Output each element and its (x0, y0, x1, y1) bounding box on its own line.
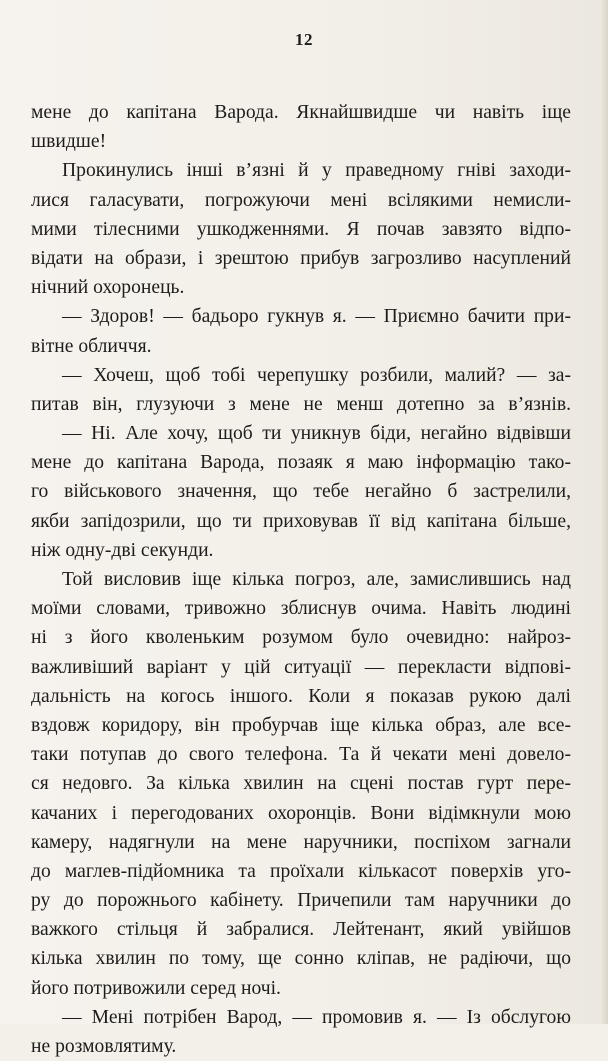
text-line: таки потупав до свого телефона. Та й чекати мені довело- (31, 744, 571, 766)
text-line: вздовж коридору, він пробурчав іще кілька образ, але все- (31, 714, 571, 736)
text-line: — Ні. Але хочу, щоб ти уникнув біди, негайно відвівши (62, 423, 571, 445)
text-line: нічний охоронець. (31, 277, 185, 299)
text-line: важливіший варіант у цій ситуації — перекласти відпові- (31, 656, 571, 678)
text-line: камеру, надягнули на мене наручники, поспіхом загнали (31, 831, 571, 853)
text-line: ніж одну-дві секунди. (31, 539, 214, 561)
text-line: вітне обличчя. (31, 335, 152, 357)
text-line: його потривожили серед ночі. (31, 977, 281, 999)
text-line: ні з його кволеньким розумом було очевидно: найроз- (31, 627, 571, 649)
text-line: якби запідозрили, що ти приховував її від капітана більше, (31, 510, 571, 532)
body-text (31, 98, 571, 1061)
text-line: питав він, глузуючи з мене не менш дотепно за в’язнів. (31, 393, 571, 415)
text-line: мими тілесними ушкодженнями. Я почав завзято відпо- (31, 218, 571, 240)
page-edge (602, 0, 608, 1024)
text-line: качаних і перегодованих охоронців. Вони відімкнули мою (31, 802, 571, 824)
text-line: відати на образи, і зрештою прибув загрозливо насуплений (31, 247, 571, 269)
text-line: швидше! (31, 131, 107, 153)
text-line: моїми словами, тривожно зблиснув очима. Навіть людині (31, 598, 571, 620)
text-line: мене до капітана Варода, позаяк я маю інформацію тако- (31, 452, 571, 474)
text-line: ся недовго. За кілька хвилин на сцені постав гурт пере- (31, 773, 571, 795)
page-number: 12 (295, 30, 313, 49)
text-line: мене до капітана Варода. Якнайшвидше чи навіть іще (31, 102, 571, 123)
text-line: важкого стільця й забралися. Лейтенант, який увійшов (31, 919, 571, 941)
text-line: — Хочеш, щоб тобі черепушку розбили, малий? — за- (62, 364, 571, 386)
text-line: лися галасувати, погрожуючи мені всілякими немисли- (31, 189, 571, 211)
text-line: не розмовлятиму. (31, 1036, 177, 1057)
text-line: до маглев-підйомника та проїхали кількасот поверхів уго- (31, 860, 571, 882)
text-line: дальність на когось іншого. Коли я показав рукою далі (31, 685, 571, 707)
text-line: — Мені потрібен Варод, — промовив я. — Із обслугою (62, 1006, 571, 1028)
text-line: кілька хвилин по тому, ще сонно кліпав, не радіючи, що (31, 948, 571, 970)
text-line: Той висловив іще кілька погроз, але, замислившись над (62, 569, 571, 590)
text-line: го військового значення, що тебе негайно б застрелили, (31, 481, 571, 503)
text-line: — Здоров! — бадьоро гукнув я. — Приємно бачити при- (62, 306, 571, 328)
text-line: ру до порожнього кабінету. Причепили там наручники до (31, 890, 571, 912)
text-line: Прокинулись інші в’язні й у праведному гніві заходи- (62, 160, 571, 182)
